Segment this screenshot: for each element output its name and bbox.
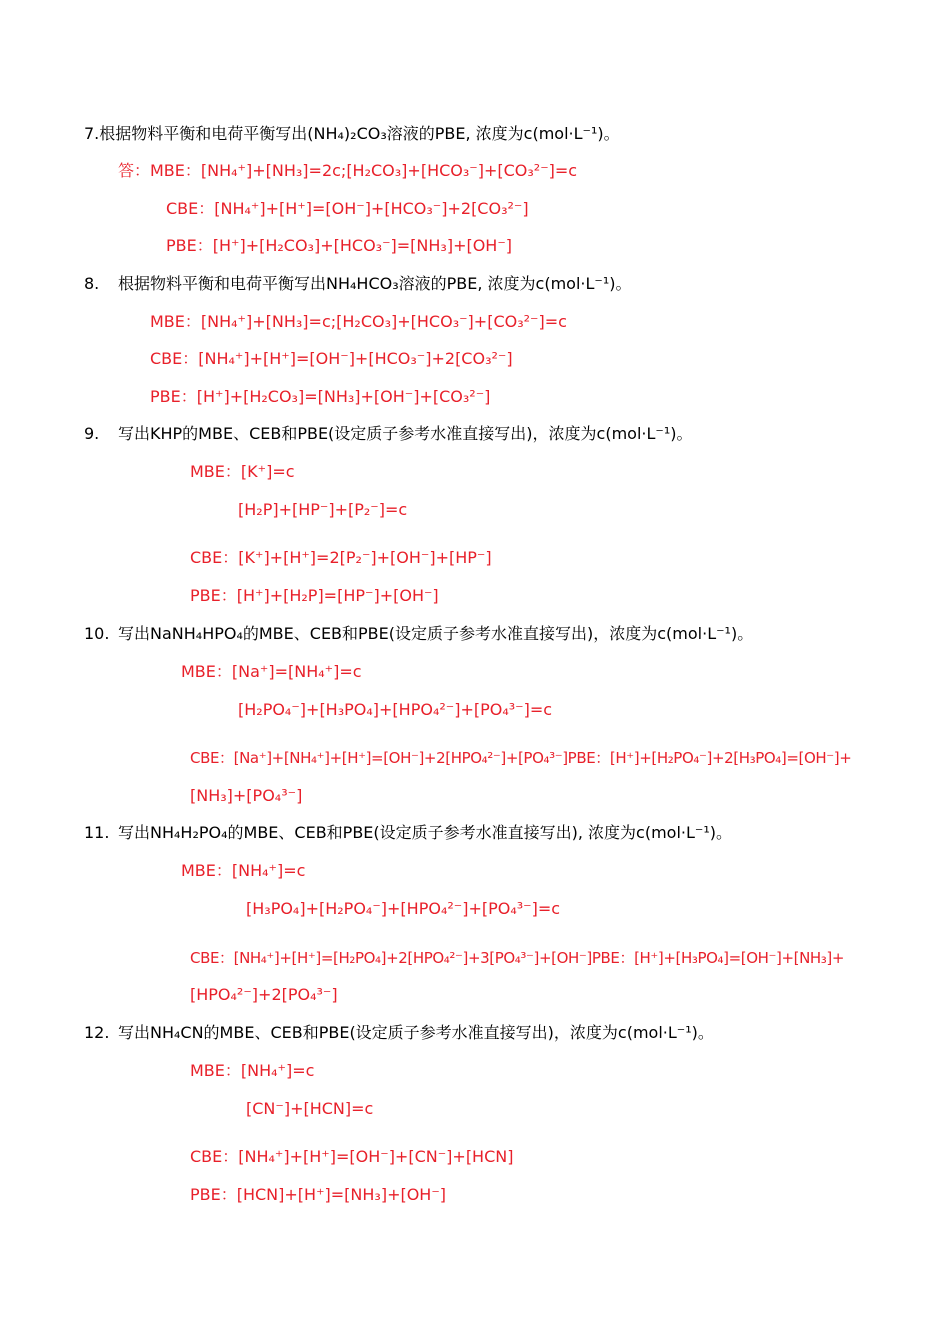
q12-mbe: MBE：[NH₄⁺]=c: [190, 1061, 315, 1080]
question-12-number: 12.: [84, 1023, 110, 1042]
question-11: [84, 823, 732, 843]
q10-cbe-pbe: CBE：[Na⁺]+[NH₄⁺]+[H⁺]=[OH⁻]+2[HPO₄²⁻]+[PO₄³⁻]PBE：[H⁺]+[H₂PO₄⁻]+2[H₃PO₄]=[OH⁻]+: [190, 749, 852, 767]
q8-pbe: PBE：[H⁺]+[H₂CO₃]=[NH₃]+[OH⁻]+[CO₃²⁻]: [150, 387, 491, 406]
q8-cbe: CBE：[NH₄⁺]+[H⁺]=[OH⁻]+[HCO₃⁻]+2[CO₃²⁻]: [150, 349, 513, 368]
question-8-text: 根据物料平衡和电荷平衡写出NH₄HCO₃溶液的PBE, 浓度为c(mol·L⁻¹)。: [118, 274, 632, 293]
question-7: 7.根据物料平衡和电荷平衡写出(NH₄)₂CO₃溶液的PBE, 浓度为c(mol·L⁻¹)。: [84, 124, 620, 143]
q10-mbe-cont: [H₂PO₄⁻]+[H₃PO₄]+[HPO₄²⁻]+[PO₄³⁻]=c: [238, 700, 553, 719]
question-9: [84, 424, 693, 444]
q12-mbe-cont: [CN⁻]+[HCN]=c: [246, 1099, 374, 1118]
q9-mbe: MBE：[K⁺]=c: [190, 462, 295, 481]
q8-mbe: MBE：[NH₄⁺]+[NH₃]=c;[H₂CO₃]+[HCO₃⁻]+[CO₃²⁻]=c: [150, 312, 567, 331]
q9-cbe: CBE：[K⁺]+[H⁺]=2[P₂⁻]+[OH⁻]+[HP⁻]: [190, 548, 492, 567]
q10-pbe-cont: [NH₃]+[PO₄³⁻]: [190, 786, 303, 805]
q9-pbe: PBE：[H⁺]+[H₂P]=[HP⁻]+[OH⁻]: [190, 586, 439, 605]
question-10-number: 10.: [84, 624, 110, 643]
question-8-number: 8.: [84, 274, 100, 293]
question-12-text: 写出NH₄CN的MBE、CEB和PBE(设定质子参考水准直接写出)，浓度为c(mol·L⁻¹)。: [118, 1023, 714, 1042]
question-9-number: 9.: [84, 424, 100, 443]
q7-cbe: CBE：[NH₄⁺]+[H⁺]=[OH⁻]+[HCO₃⁻]+2[CO₃²⁻]: [166, 199, 529, 218]
q12-cbe: CBE：[NH₄⁺]+[H⁺]=[OH⁻]+[CN⁻]+[HCN]: [190, 1147, 514, 1166]
question-8: [84, 274, 632, 294]
question-10-text: 写出NaNH₄HPO₄的MBE、CEB和PBE(设定质子参考水准直接写出)，浓度为c(mol·L⁻¹)。: [118, 624, 754, 643]
q11-cbe-pbe: CBE：[NH₄⁺]+[H⁺]=[H₂PO₄]+2[HPO₄²⁻]+3[PO₄³⁻]+[OH⁻]PBE：[H⁺]+[H₃PO₄]=[OH⁻]+[NH₃]+: [190, 949, 845, 967]
q11-mbe: MBE：[NH₄⁺]=c: [181, 861, 306, 880]
q10-mbe: MBE：[Na⁺]=[NH₄⁺]=c: [181, 662, 362, 681]
q11-mbe-cont: [H₃PO₄]+[H₂PO₄⁻]+[HPO₄²⁻]+[PO₄³⁻]=c: [246, 899, 561, 918]
question-11-number: 11.: [84, 823, 110, 842]
q11-pbe-cont: [HPO₄²⁻]+2[PO₄³⁻]: [190, 985, 338, 1004]
q9-mbe-cont: [H₂P]+[HP⁻]+[P₂⁻]=c: [238, 500, 408, 519]
question-10: [84, 624, 753, 644]
q7-mbe: 答：MBE：[NH₄⁺]+[NH₃]=2c;[H₂CO₃]+[HCO₃⁻]+[CO₃²⁻]=c: [118, 161, 578, 180]
q7-pbe: PBE：[H⁺]+[H₂CO₃]+[HCO₃⁻]=[NH₃]+[OH⁻]: [166, 236, 513, 255]
question-11-text: 写出NH₄H₂PO₄的MBE、CEB和PBE(设定质子参考水准直接写出), 浓度为c(mol·L⁻¹)。: [118, 823, 733, 842]
q12-pbe: PBE：[HCN]+[H⁺]=[NH₃]+[OH⁻]: [190, 1185, 447, 1204]
question-12: [84, 1023, 714, 1043]
question-9-text: 写出KHP的MBE、CEB和PBE(设定质子参考水准直接写出)，浓度为c(mol·L⁻¹)。: [118, 424, 693, 443]
